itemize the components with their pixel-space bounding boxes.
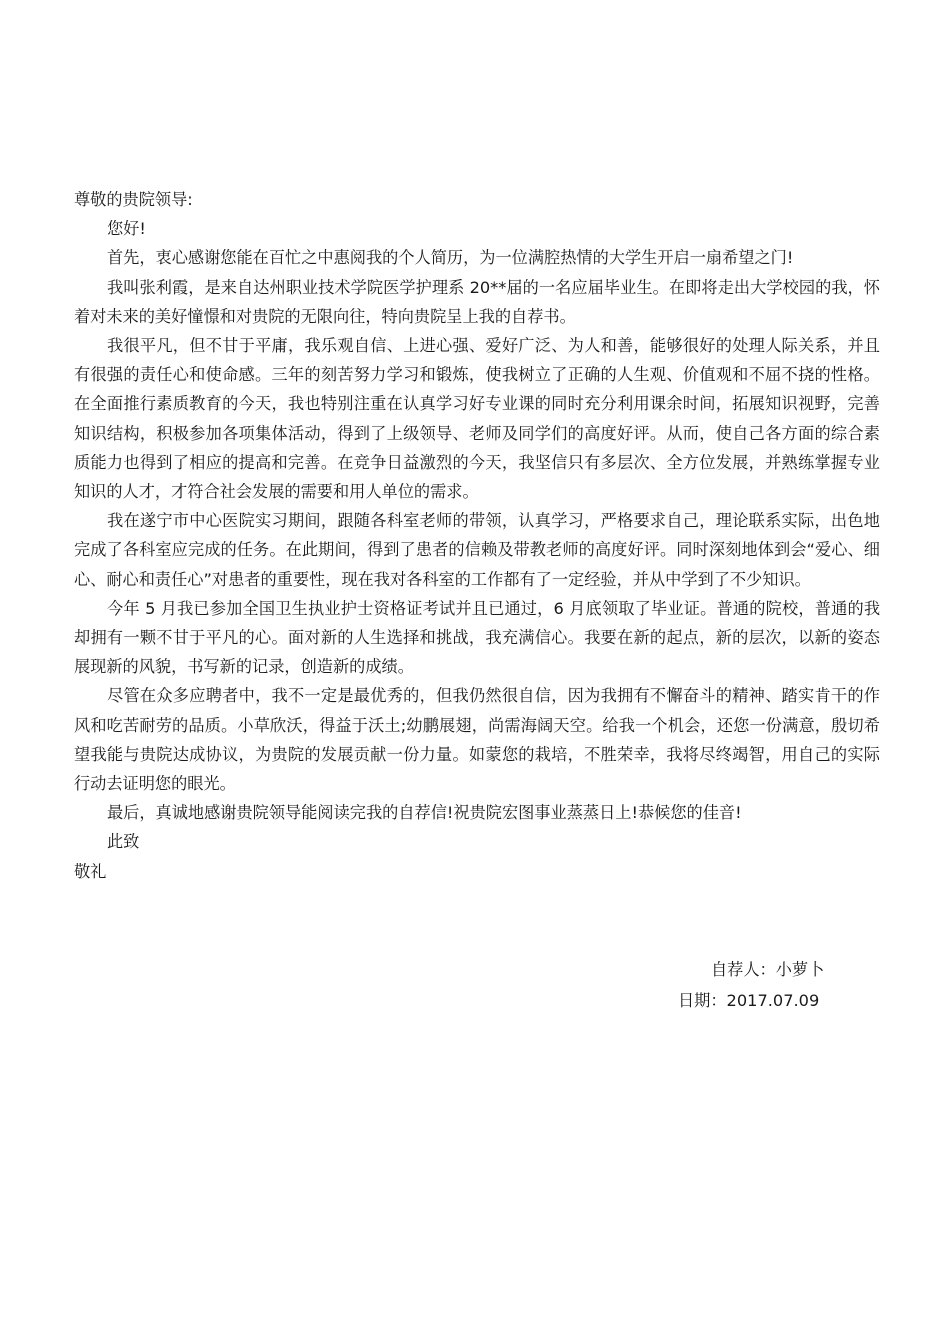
paragraph-confidence: 尽管在众多应聘者中，我不一定是最优秀的，但我仍然很自信，因为我拥有不懈奋斗的精神、踏实肯干的作风和吃苦耐劳的品质。小草欣沃，得益于沃土;幼鹏展翅，尚需海阔天空。给我一个机会，还您一份满意，殷切希望我能与贵院达成协议，为贵院的发展贡献一份力量。如蒙您的栽培，不胜荣幸，我将尽终竭智，用自己的实际行动去证明您的眼光。 <box>74 686 880 794</box>
paragraph-thanks: 首先，衷心感谢您能在百忙之中惠阅我的个人简历，为一位满腔热情的大学生开启一扇希望之门! <box>107 248 794 268</box>
paragraph-closing-thanks: 最后，真诚地感谢贵院领导能阅读完我的自荐信!祝贵院宏图事业蒸蒸日上!恭候您的佳音! <box>107 803 742 823</box>
letter-body <box>74 185 880 886</box>
signature-date: 日期：2017.07.09 <box>678 991 820 1010</box>
closing-phrase: 此致 <box>107 832 140 852</box>
greeting: 您好! <box>107 219 146 239</box>
paragraph-qualification: 今年 5 月我已参加全国卫生执业护士资格证考试并且已通过，6 月底领取了毕业证。普通的院校，普通的我却拥有一颗不甘于平凡的心。面对新的人生选择和挑战，我充满信心。我要在新的起点，新的层次，以新的姿态展现新的风貌，书写新的记录，创造新的成绩。 <box>74 598 880 677</box>
paragraph-introduction: 我叫张利霞，是来自达州职业技术学院医学护理系 20**届的一名应届毕业生。在即将走出大学校园的我，怀着对未来的美好憧憬和对贵院的无限向往，特向贵院呈上我的自荐书。 <box>74 277 880 326</box>
signature-author: 自荐人：小萝卜 <box>711 960 825 979</box>
regards: 敬礼 <box>74 861 107 881</box>
paragraph-internship: 我在遂宁市中心医院实习期间，跟随各科室老师的带领，认真学习，严格要求自己，理论联系实际，出色地完成了各科室应完成的任务。在此期间，得到了患者的信赖及带教老师的高度好评。同时深刻地体到会“爱心、细心、耐心和责任心”对患者的重要性，现在我对各科室的工作都有了一定经验，并从中学到了不少知识。 <box>74 511 880 589</box>
salutation: 尊敬的贵院领导: <box>74 190 193 209</box>
paragraph-personality: 我很平凡，但不甘于平庸，我乐观自信、上进心强、爱好广泛、为人和善，能够很好的处理人际关系，并且有很强的责任心和使命感。三年的刻苦努力学习和锻炼，使我树立了正确的人生观、价值观和不屈不挠的性格。在全面推行素质教育的今天，我也特别注重在认真学习好专业课的同时充分利用课余时间，拓展知识视野，完善知识结构，积极参加各项集体活动，得到了上级领导、老师及同学们的高度好评。从而，使自己各方面的综合素质能力也得到了相应的提高和完善。在竞争日益激烈的今天，我坚信只有多层次、全方位发展，并熟练掌握专业知识的人才，才符合社会发展的需要和用人单位的需求。 <box>74 336 880 502</box>
